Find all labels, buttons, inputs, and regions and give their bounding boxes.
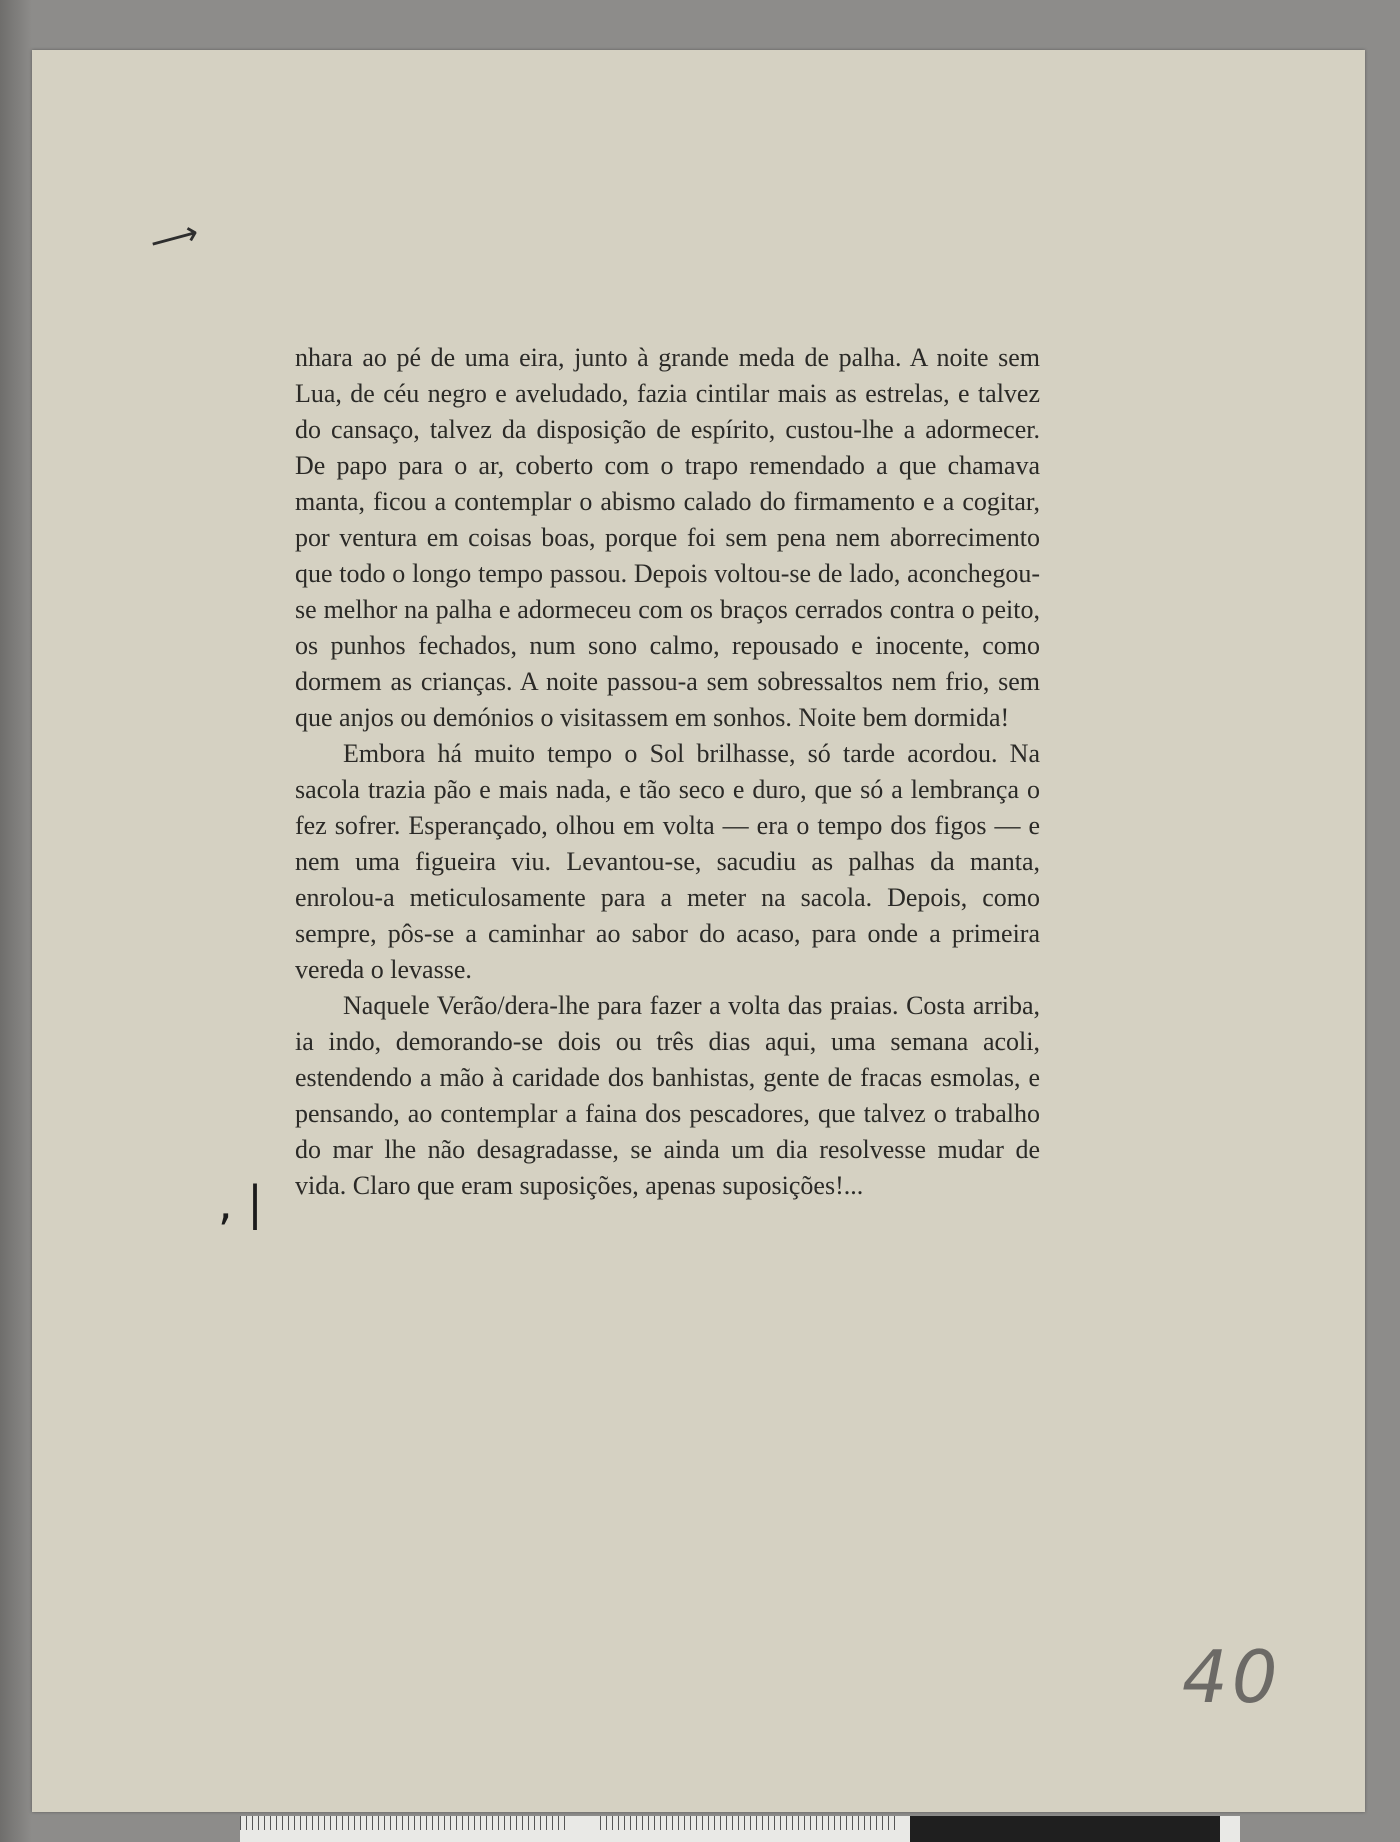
paragraph-3: Naquele Verão/dera-lhe para fazer a volta das praias. Costa arriba, ia indo, demorando-se dois ou três dias aqui, uma semana acoli, estendendo a mão à caridade dos banhistas, gente de fracas esmolas, e pensando, ao contemplar a faina dos pescadores, que talvez o trabalho do mar lhe não desagradasse, se ainda um dia resolvesse mudar de vida. Claro que eram suposições, apenas suposições!...	[295, 991, 1040, 1200]
body-text	[295, 340, 1040, 1204]
paragraph-2: Embora há muito tempo o Sol brilhasse, só tarde acordou. Na sacola trazia pão e mais nada, e tão seco e duro, que só a lembrança o fez sofrer. Esperançado, olhou em volta — era o tempo dos figos — e nem uma figueira viu. Levantou-se, sacudiu as palhas da manta, enrolou-a meticulosamente para a meter na sacola. Depois, como sempre, pôs-se a caminhar ao sabor do acaso, para onde a primeira vereda o levasse.	[295, 739, 1040, 984]
ruler-ticks-right	[600, 1816, 900, 1830]
handwritten-page-number: 40	[1182, 1635, 1282, 1719]
scan-background	[0, 0, 32, 1842]
ruler-ticks-left	[240, 1816, 570, 1830]
ruler-dark-segment	[910, 1816, 1220, 1842]
paragraph-1: nhara ao pé de uma eira, junto à grande meda de palha. A noite sem Lua, de céu negro e aveludado, fazia cintilar mais as estrelas, e talvez do cansaço, talvez da disposição de espírito, custou-lhe a adormecer. De papo para o ar, coberto com o trapo remendado a que chamava manta, ficou a contemplar o abismo calado do firmamento e a cogitar, por ventura em coisas boas, porque foi sem pena nem aborrecimento que todo o longo tempo passou. Depois voltou-se de lado, aconchegou-se melhor na palha e adormeceu com os braços cerrados contra o peito, os punhos fechados, num sono calmo, repousado e inocente, como dormem as crianças. A noite passou-a sem sobressaltos nem frio, sem que anjos ou demónios o visitassem em sonhos. Noite bem dormida!	[295, 343, 1040, 732]
handwritten-margin-mark: , |	[218, 1176, 263, 1230]
scale-ruler	[240, 1816, 1240, 1842]
binding-hole-mark: ⟶	[145, 212, 204, 264]
